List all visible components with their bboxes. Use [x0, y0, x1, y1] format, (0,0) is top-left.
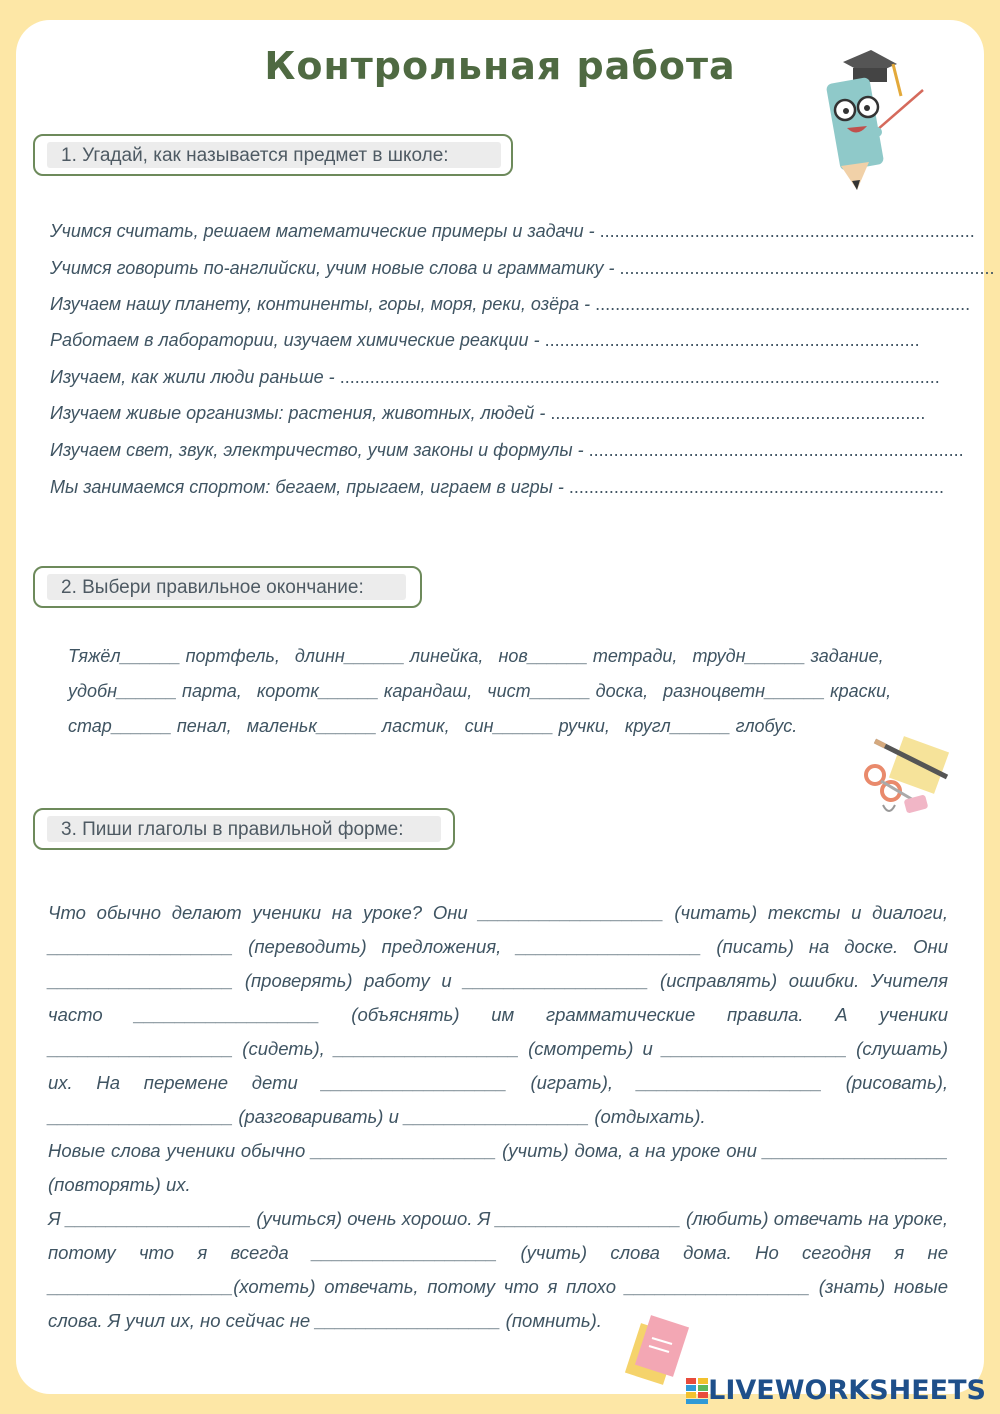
pencil-mascot-icon: [805, 50, 935, 195]
verbs-exercise-text: [48, 896, 948, 1338]
endings-row: стар______ пенал, маленьк______ ластик, син______ ручки, кругл______ глобус.: [68, 716, 798, 736]
logo-badge-icon: [686, 1378, 708, 1404]
logo-text: LIVEWORKSHEETS: [708, 1375, 986, 1406]
list-item: Учимся считать, решаем математические примеры и задачи - ...........................................................................: [50, 221, 975, 241]
section3-heading: 3. Пиши глаголы в правильной форме:: [47, 816, 441, 842]
section3-heading-box: [33, 808, 455, 850]
list-item: Изучаем, как жили люди раньше - ........................................................................................................................: [50, 367, 940, 387]
page-title: Контрольная работа: [264, 44, 736, 88]
endings-row: удобн______ парта, коротк______ карандаш, чист______ доска, разноцветн______ краски,: [68, 681, 892, 701]
section1-heading-box: [33, 134, 513, 176]
list-item: Учимся говорить по-английски, учим новые слова и грамматику - ...........................................................................: [50, 258, 995, 278]
stationery-icon: [855, 735, 955, 830]
liveworksheets-logo: [686, 1375, 986, 1406]
list-item: Мы занимаемся спортом: бегаем, прыгаем, играем в игры - ...........................................................................: [50, 477, 944, 497]
list-item: Изучаем живые организмы: растения, животных, людей - ...........................................................................: [50, 403, 926, 423]
section2-heading: 2. Выбери правильное окончание:: [47, 574, 406, 600]
list-item: Изучаем свет, звук, электричество, учим законы и формулы - ...........................................................................: [50, 440, 964, 460]
list-item: Работаем в лаборатории, изучаем химические реакции - ...........................................................................: [50, 330, 920, 350]
list-item: Изучаем нашу планету, континенты, горы, моря, реки, озёра - ...........................................................................: [50, 294, 971, 314]
paragraph: Я __________________ (учиться) очень хорошо. Я __________________ (любить) отвечать на уроке, потому что я всегда __________________ (учить) слова дома. Но сегодня я не __________________(хотеть) отвечать, потому что я плохо __________________ (знать) новые слова. Я учил их, но сейчас не __________________ (помнить).: [48, 1208, 948, 1331]
paragraph: Что обычно делают ученики на уроке? Они __________________ (читать) тексты и диалоги, __________________ (переводить) предложения, __________________ (писать) на доске. Они __________________ (проверять) работу и __________________ (исправлять) ошибки. Учителя часто __________________ (объяснять) им грамматические правила. А ученики __________________ (сидеть), __________________ (смотреть) и __________________ (слушать) их. На перемене дети __________________ (играть), __________________ (рисовать), __________________ (разговаривать) и __________________ (отдыхать).: [48, 902, 948, 1127]
paragraph: Новые слова ученики обычно __________________ (учить) дома, а на уроке они __________________ (повторять) их.: [48, 1140, 948, 1195]
section1-heading: 1. Угадай, как называется предмет в школе:: [47, 142, 501, 168]
section2-heading-box: [33, 566, 422, 608]
endings-row: Тяжёл______ портфель, длинн______ линейка, нов______ тетради, трудн______ задание,: [68, 646, 884, 666]
